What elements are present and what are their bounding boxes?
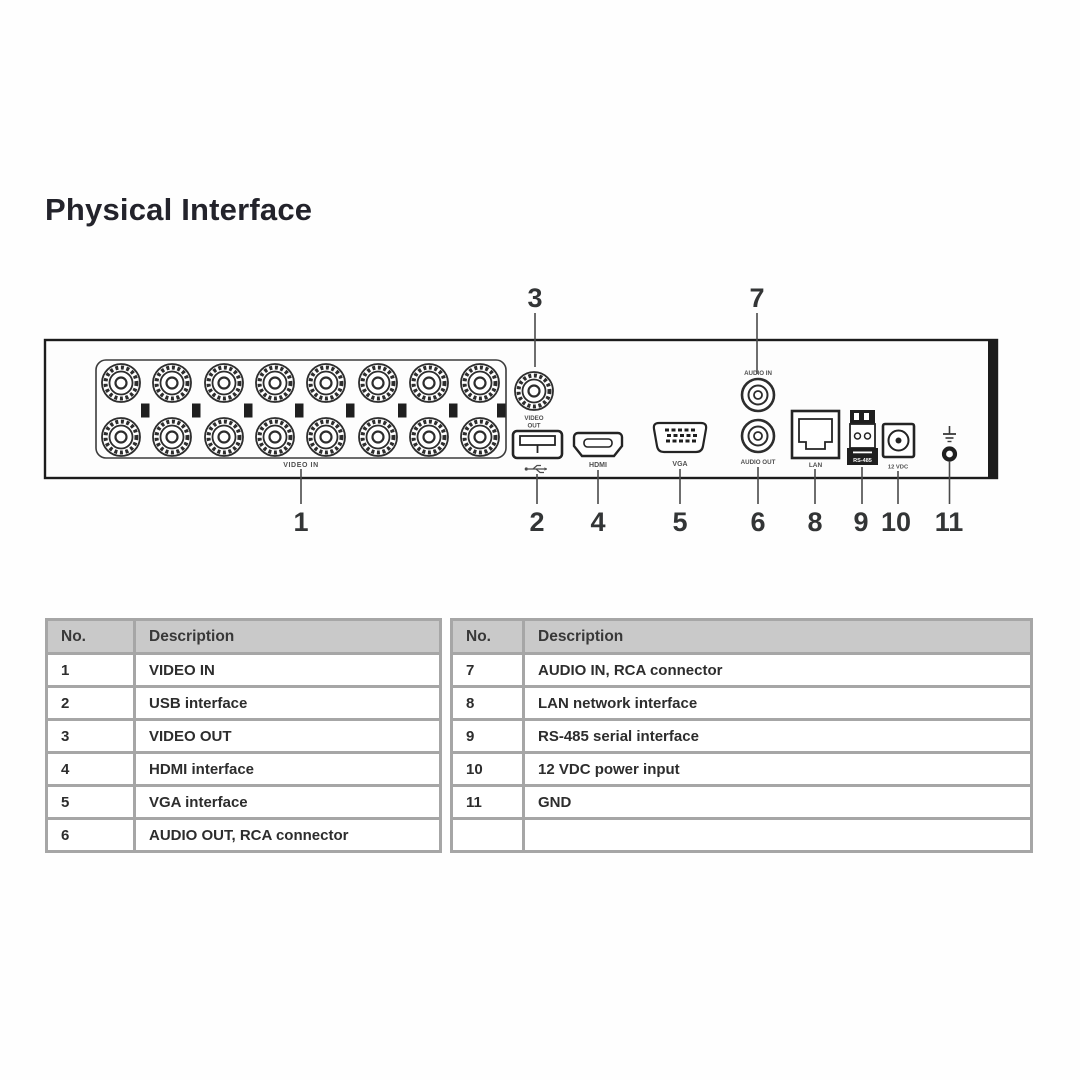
bnc-connector bbox=[359, 418, 397, 456]
power-port bbox=[883, 424, 914, 457]
callout-8: 8 bbox=[807, 507, 823, 537]
no-cell: 10 bbox=[452, 753, 524, 786]
callout-10: 10 bbox=[880, 507, 912, 537]
no-cell: 9 bbox=[452, 720, 524, 753]
table-row bbox=[452, 720, 1032, 753]
table-row bbox=[452, 753, 1032, 786]
description-cell: 12 VDC power input bbox=[524, 753, 1032, 786]
bnc-connector bbox=[359, 364, 397, 402]
no-cell: 11 bbox=[452, 786, 524, 819]
rs485-port bbox=[847, 410, 878, 465]
interface-description-tables bbox=[45, 618, 1033, 853]
vga-port bbox=[654, 423, 706, 452]
description-cell: VIDEO OUT bbox=[135, 720, 441, 753]
interface-table-right bbox=[450, 618, 1033, 853]
bnc-connector bbox=[307, 418, 345, 456]
table-row bbox=[452, 654, 1032, 687]
vga-label: VGA bbox=[672, 461, 688, 468]
description-cell: USB interface bbox=[135, 687, 441, 720]
page-title: Physical Interface bbox=[45, 192, 313, 227]
table-row bbox=[47, 786, 441, 819]
hdmi-port bbox=[574, 433, 622, 456]
no-cell: 2 bbox=[47, 687, 135, 720]
bnc-connector bbox=[256, 418, 294, 456]
chassis-right-edge bbox=[988, 339, 998, 479]
table-header-cell-description: Description bbox=[524, 620, 1032, 654]
table-row bbox=[452, 819, 1032, 852]
audio-in-rca-connector bbox=[742, 379, 774, 411]
callout-6: 6 bbox=[750, 507, 766, 537]
bnc-connector bbox=[461, 418, 499, 456]
description-cell: GND bbox=[524, 786, 1032, 819]
lan-port bbox=[792, 411, 839, 458]
description-cell: RS-485 serial interface bbox=[524, 720, 1032, 753]
table-header-cell-description: Description bbox=[135, 620, 441, 654]
audio-out-rca-connector bbox=[742, 420, 774, 452]
description-cell: LAN network interface bbox=[524, 687, 1032, 720]
table-row bbox=[452, 786, 1032, 819]
callout-3: 3 bbox=[527, 283, 543, 313]
usb-port bbox=[513, 431, 562, 458]
table-row bbox=[452, 687, 1032, 720]
description-cell: VGA interface bbox=[135, 786, 441, 819]
bnc-connector bbox=[410, 364, 448, 402]
description-cell: AUDIO IN, RCA connector bbox=[524, 654, 1032, 687]
callout-5: 5 bbox=[672, 507, 688, 537]
bnc-connector bbox=[461, 364, 499, 402]
callout-1: 1 bbox=[293, 507, 309, 537]
description-cell bbox=[524, 819, 1032, 852]
no-cell: 8 bbox=[452, 687, 524, 720]
rs485-label: RS-485 bbox=[853, 458, 872, 464]
video-in-label: VIDEO IN bbox=[283, 462, 319, 469]
bnc-connector bbox=[205, 418, 243, 456]
no-cell: 7 bbox=[452, 654, 524, 687]
bnc-connector bbox=[205, 364, 243, 402]
table-row bbox=[47, 819, 441, 852]
description-cell: AUDIO OUT, RCA connector bbox=[135, 819, 441, 852]
video-out-bnc-connector bbox=[515, 372, 553, 410]
table-row bbox=[47, 720, 441, 753]
power-label: 12 VDC bbox=[887, 464, 909, 471]
description-cell: VIDEO IN bbox=[135, 654, 441, 687]
audio-out-label: AUDIO OUT bbox=[740, 459, 776, 466]
table-row bbox=[47, 753, 441, 786]
hdmi-label: HDMI bbox=[589, 462, 607, 469]
video-out-label-line1: VIDEO bbox=[524, 415, 544, 422]
no-cell: 3 bbox=[47, 720, 135, 753]
table-row bbox=[47, 654, 441, 687]
description-cell: HDMI interface bbox=[135, 753, 441, 786]
table-header-row bbox=[452, 620, 1032, 654]
table-header-cell-no: No. bbox=[452, 620, 524, 654]
bnc-connector bbox=[102, 364, 140, 402]
no-cell: 6 bbox=[47, 819, 135, 852]
bnc-connector bbox=[102, 418, 140, 456]
interface-table-left bbox=[45, 618, 442, 853]
callout-7: 7 bbox=[749, 283, 765, 313]
bnc-connector bbox=[307, 364, 345, 402]
callout-11: 11 bbox=[934, 507, 964, 537]
no-cell bbox=[452, 819, 524, 852]
video-out-label-line2: OUT bbox=[527, 422, 541, 430]
no-cell: 4 bbox=[47, 753, 135, 786]
bnc-connector bbox=[153, 364, 191, 402]
table-row bbox=[47, 687, 441, 720]
table-header-row bbox=[47, 620, 441, 654]
no-cell: 1 bbox=[47, 654, 135, 687]
callout-2: 2 bbox=[529, 507, 545, 537]
table-header-cell-no: No. bbox=[47, 620, 135, 654]
bnc-connector bbox=[256, 364, 294, 402]
callout-4: 4 bbox=[590, 507, 606, 537]
no-cell: 5 bbox=[47, 786, 135, 819]
bnc-connector bbox=[410, 418, 448, 456]
callout-9: 9 bbox=[853, 507, 869, 537]
audio-in-label: AUDIO IN bbox=[744, 370, 772, 377]
lan-label: LAN bbox=[808, 462, 823, 469]
bnc-connector bbox=[153, 418, 191, 456]
